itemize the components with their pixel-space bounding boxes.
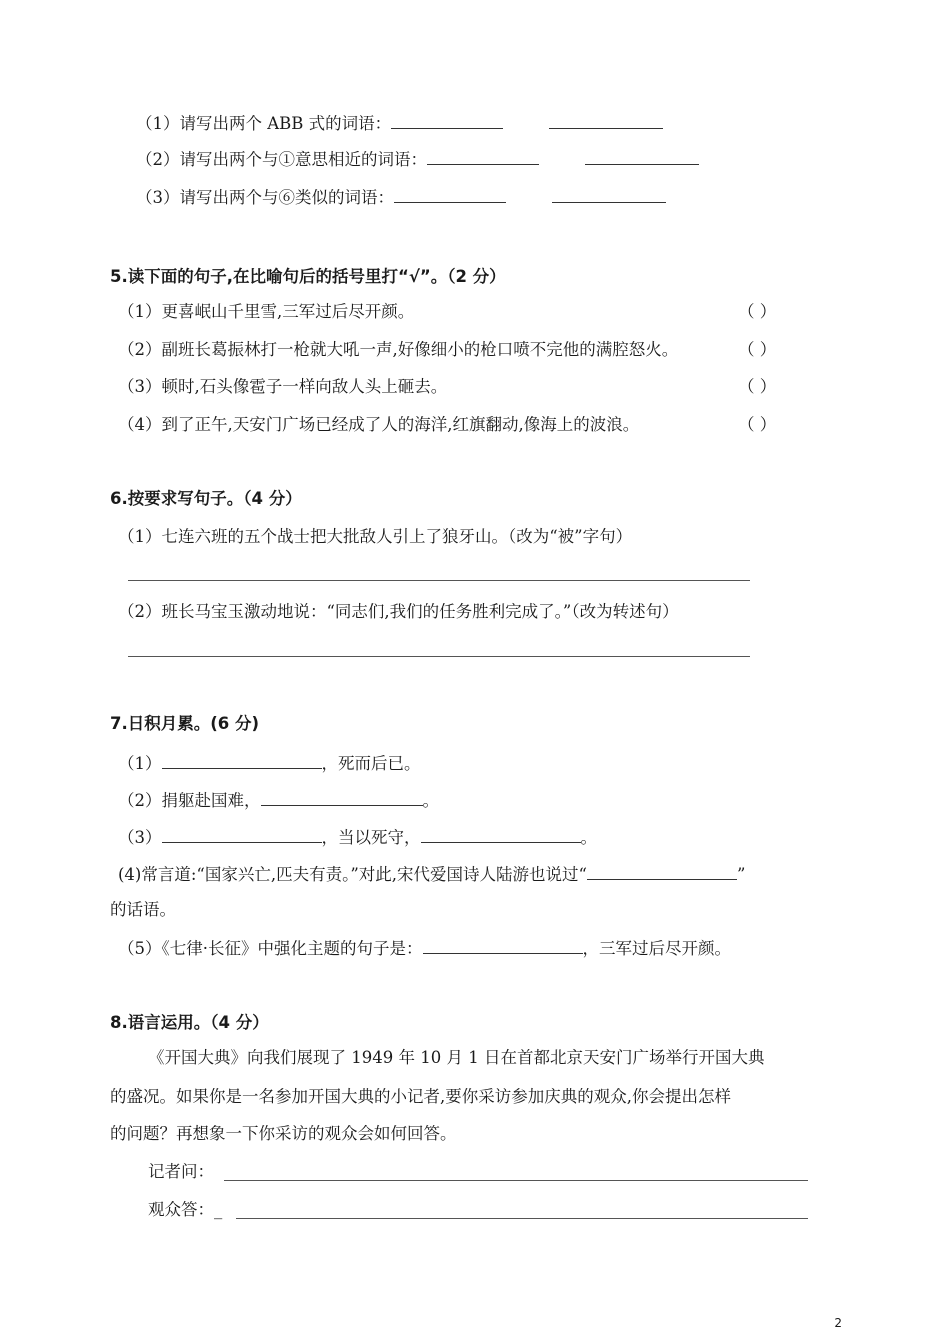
q7-title: 7.日积月累。(6 分) <box>110 714 260 733</box>
q7-item-1 <box>118 750 421 776</box>
q7-item-3 <box>118 824 597 850</box>
q6-answer-line-2[interactable] <box>128 656 750 657</box>
q7-item-3-suffix: 。 <box>580 828 597 847</box>
q8-audience-label: 观众答：_ <box>148 1200 223 1219</box>
q4-item-2 <box>136 146 699 172</box>
q7-item-4 <box>118 861 745 887</box>
q8-reporter-answer-line[interactable] <box>224 1180 808 1181</box>
q5-item-3: （3）顿时,石头像雹子一样向敌人头上砸去。 <box>118 377 448 396</box>
q4-item-2-blank-b[interactable] <box>585 146 699 165</box>
q7-item-4-prefix: (4)常言道:“国家兴亡,匹夫有责。”对此,宋代爱国诗人陆游也说过“ <box>118 865 587 884</box>
q8-paragraph-line-2: 的盛况。如果你是一名参加开国大典的小记者,要你采访参加庆典的观众,你会提出怎样 <box>110 1087 731 1106</box>
q7-item-1-blank[interactable] <box>162 750 322 769</box>
q4-item-3 <box>136 184 666 210</box>
q7-item-5 <box>118 935 731 961</box>
page-number: 2 <box>834 1316 842 1330</box>
q7-item-3-blank-b[interactable] <box>421 824 581 843</box>
q5-answer-paren-1[interactable]: （ ） <box>738 302 777 321</box>
q4-item-3-text: （3）请写出两个与⑥类似的词语： <box>136 188 394 207</box>
q7-item-4-blank[interactable] <box>587 861 737 880</box>
q7-item-3-middle: ，当以死守， <box>321 828 421 847</box>
q7-item-5-prefix: （5）《七律·长征》中强化主题的句子是： <box>118 939 423 958</box>
q7-item-5-blank[interactable] <box>423 935 583 954</box>
q4-item-3-blank-a[interactable] <box>394 184 506 203</box>
q5-item-1: （1）更喜岷山千里雪,三军过后尽开颜。 <box>118 302 415 321</box>
q7-item-2-suffix: 。 <box>422 791 439 810</box>
q7-item-3-blank-a[interactable] <box>162 824 322 843</box>
q6-item-2: （2）班长马宝玉激动地说：“同志们,我们的任务胜利完成了。”（改为转述句） <box>118 602 679 621</box>
q7-item-4-suffix: ” <box>736 865 746 884</box>
q4-item-1 <box>136 110 663 136</box>
q8-paragraph-line-3: 的问题？再想象一下你采访的观众会如何回答。 <box>110 1124 457 1143</box>
q6-answer-line-1[interactable] <box>128 580 750 581</box>
q7-item-2 <box>118 787 439 813</box>
q4-item-1-blank-a[interactable] <box>391 110 503 129</box>
q8-reporter-label: 记者问： <box>148 1162 214 1181</box>
q4-item-3-blank-b[interactable] <box>552 184 666 203</box>
q4-item-1-text: （1）请写出两个 ABB 式的词语： <box>136 114 392 133</box>
q7-item-2-blank[interactable] <box>261 787 423 806</box>
q6-item-1: （1）七连六班的五个战士把大批敌人引上了狼牙山。（改为“被”字句） <box>118 527 633 546</box>
q7-item-4-continuation: 的话语。 <box>110 900 176 919</box>
q8-title: 8.语言运用。（4 分） <box>110 1013 269 1032</box>
q4-item-2-text: （2）请写出两个与①意思相近的词语： <box>136 150 427 169</box>
q5-item-4: （4）到了正午,天安门广场已经成了人的海洋,红旗翻动,像海上的波浪。 <box>118 415 640 434</box>
q5-item-2: （2）副班长葛振林打一枪就大吼一声,好像细小的枪口喷不完他的满腔怒火。 <box>118 340 679 359</box>
q8-audience-answer-line[interactable] <box>236 1218 808 1219</box>
q7-item-1-suffix: ，死而后已。 <box>321 754 421 773</box>
q5-title: 5.读下面的句子,在比喻句后的括号里打“√”。（2 分） <box>110 267 506 286</box>
q5-answer-paren-2[interactable]: （ ） <box>738 340 777 359</box>
q6-title: 6.按要求写句子。（4 分） <box>110 489 302 508</box>
q7-item-5-suffix: ，三军过后尽开颜。 <box>582 939 731 958</box>
q4-item-2-blank-a[interactable] <box>427 146 539 165</box>
q7-item-3-prefix: （3） <box>118 828 162 847</box>
q8-paragraph-line-1: 《开国大典》向我们展现了 1949 年 10 月 1 日在首都北京天安门广场举行开国大典 <box>148 1048 765 1067</box>
q7-item-1-prefix: （1） <box>118 754 162 773</box>
q5-answer-paren-4[interactable]: （ ） <box>738 415 777 434</box>
q5-answer-paren-3[interactable]: （ ） <box>738 377 777 396</box>
q7-item-2-prefix: （2）捐躯赴国难， <box>118 791 261 810</box>
q4-item-1-blank-b[interactable] <box>549 110 663 129</box>
